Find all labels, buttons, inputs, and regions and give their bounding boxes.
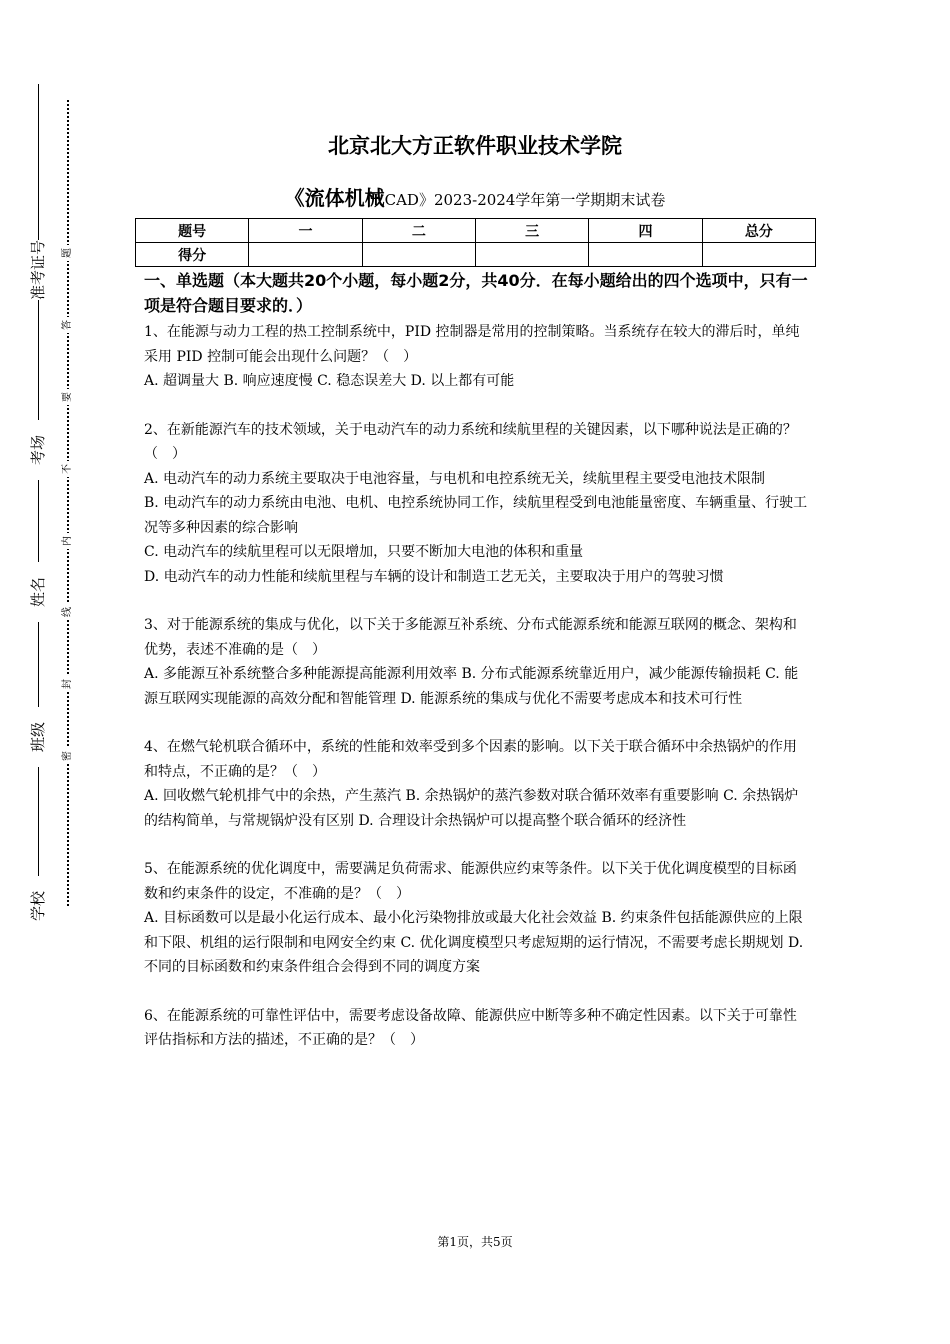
question-stem: 6、在能源系统的可靠性评估中，需要考虑设备故障、能源供应中断等多种不确定性因素。以下关于可靠性评估指标和方法的描述，不正确的是？（ ） [144, 1007, 797, 1048]
question-stem: 2、在新能源汽车的技术领域，关于电动汽车的动力系统和续航里程的关键因素，以下哪种说法是正确的？（ ） [144, 421, 797, 462]
seal-dotted-line [67, 100, 69, 906]
score-entry-cell [589, 243, 702, 267]
question-stem: 3、对于能源系统的集成与优化，以下关于多能源互补系统、分布式能源系统和能源互联网的概念、架构和优势，表述不准确的是（ ） [144, 617, 797, 658]
seal-word: 答 [61, 317, 75, 333]
table-cell: 一 [249, 219, 362, 243]
question-options: A. 超调量大 B. 响应速度慢 C. 稳态误差大 D. 以上都有可能 [144, 373, 515, 389]
question-item [144, 418, 810, 590]
question-stem: 5、在能源系统的优化调度中，需要满足负荷需求、能源供应约束等条件。以下关于优化调度模型的目标函数和约束条件的设定，不准确的是？（ ） [144, 861, 797, 902]
question-item [144, 857, 810, 980]
exam-content [144, 268, 810, 1077]
score-table-score-row [136, 243, 816, 267]
question-item [144, 735, 810, 833]
question-options: A. 多能源互补系统整合多种能源提高能源利用效率 B. 分布式能源系统靠近用户，减少能源传输损耗 C. 能源互联网实现能源的高效分配和智能管理 D. 能源系统的集成与优化不需要考虑成本和技术可行性 [144, 666, 799, 707]
seal-word: 封 [61, 676, 75, 692]
course-open-bracket: 《 [284, 186, 305, 210]
seal-word: 内 [61, 533, 75, 549]
table-cell: 四 [589, 219, 702, 243]
binding-line [38, 84, 39, 934]
seal-word: 密 [61, 748, 75, 764]
score-entry-cell [362, 243, 475, 267]
seal-word: 不 [61, 461, 75, 477]
exam-term: CAD》2023-2024学年第一学期期末试卷 [384, 191, 666, 209]
class-label: 班级 [28, 707, 48, 767]
score-entry-cell [702, 243, 815, 267]
table-cell: 三 [475, 219, 588, 243]
question-item [144, 613, 810, 711]
score-table-header-row [136, 219, 816, 243]
score-entry-cell [249, 243, 362, 267]
table-cell: 得分 [136, 243, 249, 267]
table-cell: 二 [362, 219, 475, 243]
school-title: 北京北大方正软件职业技术学院 [328, 134, 622, 158]
question-item [144, 320, 810, 394]
school-label: 学校 [28, 876, 48, 936]
score-table [135, 218, 816, 267]
exam-subtitle [0, 182, 950, 211]
question-item [144, 1004, 810, 1053]
question-stem: 1、在能源与动力工程的热工控制系统中，PID 控制器是常用的控制策略。当系统存在较大的滞后时，单纯采用 PID 控制可能会出现什么问题？（ ） [144, 324, 800, 365]
question-options: D. 电动汽车的动力性能和续航里程与车辆的设计和制造工艺无关，主要取决于用户的驾驶习惯 [144, 568, 724, 585]
page-footer: 第1页，共5页 [437, 1235, 513, 1249]
course-name: 流体机械 [304, 186, 385, 210]
section-heading: 一、单选题（本大题共20个小题，每小题2分，共40分．在每小题给出的四个选项中，只有一项是符合题目要求的．） [144, 271, 808, 315]
table-cell: 题号 [136, 219, 249, 243]
name-label: 姓名 [28, 562, 48, 622]
question-options: A. 电动汽车的动力系统主要取决于电池容量，与电机和电控系统无关，续航里程主要受电池技术限制 [144, 470, 766, 487]
seal-word: 要 [61, 389, 75, 405]
seal-word: 题 [61, 245, 75, 261]
table-cell: 总分 [702, 219, 815, 243]
exam-room-label: 考场 [28, 420, 48, 480]
seal-word: 线 [61, 604, 75, 620]
question-options: A. 目标函数可以是最小化运行成本、最小化污染物排放或最大化社会效益 B. 约束条件包括能源供应的上限和下限、机组的运行限制和电网安全约束 C. 优化调度模型只考虑短期的运行情况，不需要考虑长期规划 D. 不同的目标函数和约束条件组合会得到不同的调度方案 [144, 910, 804, 975]
question-options: A. 回收燃气轮机排气中的余热，产生蒸汽 B. 余热锅炉的蒸汽参数对联合循环效率有重要影响 C. 余热锅炉的结构简单，与常规锅炉没有区别 D. 合理设计余热锅炉可以提高整个联合循环的经济性 [144, 788, 799, 829]
question-list [144, 320, 810, 1053]
score-entry-cell [475, 243, 588, 267]
question-options: B. 电动汽车的动力系统由电池、电机、电控系统协同工作，续航里程受到电池能量密度、车辆重量、行驶工况等多种因素的综合影响 [144, 495, 808, 536]
question-options: C. 电动汽车的续航里程可以无限增加，只要不断加大电池的体积和重量 [144, 544, 584, 560]
exam-number-label: 准考证号 [29, 239, 47, 300]
question-stem: 4、在燃气轮机联合循环中，系统的性能和效率受到多个因素的影响。以下关于联合循环中余热锅炉的作用和特点，不正确的是？（ ） [144, 739, 797, 780]
